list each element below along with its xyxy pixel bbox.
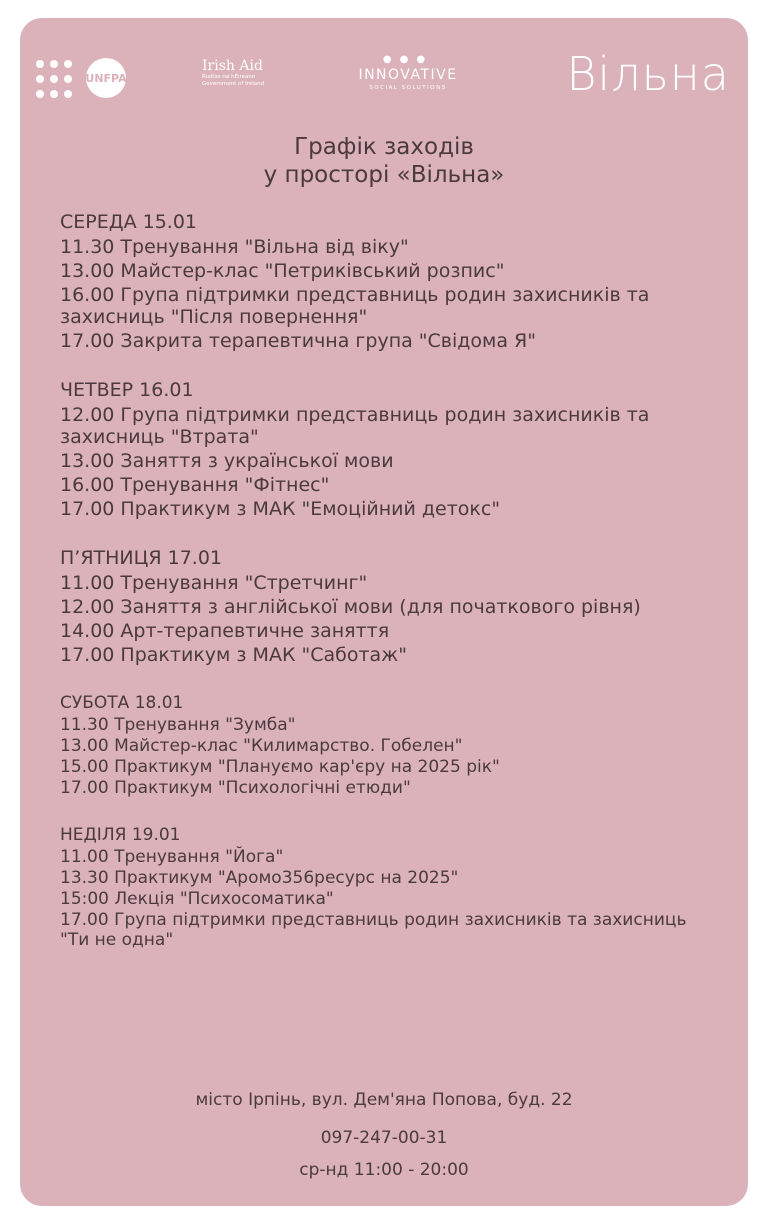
event-item: 17.00 Практикум з МАК "Емоційний детокс" bbox=[60, 498, 501, 520]
schedule bbox=[60, 210, 720, 976]
event-item: 15:00 Лекція "Психосоматика" bbox=[60, 889, 334, 909]
day-header: НЕДІЛЯ 19.01 bbox=[60, 825, 181, 845]
event-item: 16.00 Група підтримки представниць родин захисників та захисниць "Після повернення" bbox=[60, 284, 650, 328]
event-item: 12.00 Група підтримки представниць родин захисників та захисниць "Втрата" bbox=[60, 404, 650, 448]
unfpa-dots-icon bbox=[36, 58, 86, 102]
innovative-name: INNOVATIVE bbox=[358, 67, 458, 83]
event-item: 13.30 Практикум "Аромо356ресурс на 2025" bbox=[60, 868, 459, 888]
title-line-2: у просторі «Вільна» bbox=[263, 162, 505, 188]
day-header: П’ЯТНИЦЯ 17.01 bbox=[60, 547, 223, 569]
event-item: 11.00 Тренування "Йога" bbox=[60, 847, 284, 867]
day-section bbox=[60, 210, 720, 352]
logo-bar bbox=[20, 18, 748, 128]
poster-card bbox=[20, 18, 748, 1206]
innovative-sub: SOCIAL SOLUTIONS bbox=[369, 85, 447, 91]
event-item: 13.00 Майстер-клас "Петриківський розпис" bbox=[60, 260, 505, 282]
irish-aid-logo bbox=[202, 58, 312, 88]
event-item: 13.00 Майстер-клас "Килимарство. Гобелен" bbox=[60, 736, 463, 756]
innovative-dots-icon: ●●● bbox=[382, 54, 434, 65]
event-item: 17.00 Закрита терапевтична група "Свідома Я" bbox=[60, 330, 537, 352]
innovative-logo bbox=[348, 54, 468, 92]
day-header: СУБОТА 18.01 bbox=[60, 693, 184, 713]
event-item: 17.00 Група підтримки представниць родин захисників та захисниць "Ти не одна" bbox=[60, 910, 687, 950]
phone-number: 097-247-00-31 bbox=[320, 1128, 448, 1148]
address: місто Ірпінь, вул. Дем'яна Попова, буд. 22 bbox=[195, 1090, 573, 1110]
title-line-1: Графік заходів bbox=[294, 134, 474, 160]
event-item: 12.00 Заняття з англійської мови (для початкового рівня) bbox=[60, 596, 641, 618]
event-item: 13.00 Заняття з української мови bbox=[60, 450, 394, 472]
day-section bbox=[60, 378, 720, 520]
irish-aid-sub1: Rialtas na hÉireann bbox=[202, 74, 256, 80]
event-item: 11.30 Тренування "Зумба" bbox=[60, 715, 296, 735]
event-item: 11.00 Тренування "Стретчинг" bbox=[60, 572, 368, 594]
unfpa-name: UNFPA bbox=[86, 58, 126, 98]
page-title bbox=[20, 133, 748, 189]
irish-aid-sub2: Government of Ireland bbox=[202, 81, 265, 87]
event-item: 16.00 Тренування "Фітнес" bbox=[60, 474, 330, 496]
event-item: 14.00 Арт-терапевтичне заняття bbox=[60, 620, 390, 642]
event-item: 17.00 Практикум "Психологічні етюди" bbox=[60, 778, 411, 798]
irish-aid-name: Irish Aid bbox=[202, 58, 263, 74]
day-header: ЧЕТВЕР 16.01 bbox=[60, 379, 194, 401]
event-item: 17.00 Практикум з МАК "Саботаж" bbox=[60, 644, 408, 666]
opening-hours: ср-нд 11:00 - 20:00 bbox=[299, 1160, 469, 1180]
event-item: 15.00 Практикум "Плануємо кар'єру на 2025 рік" bbox=[60, 757, 500, 777]
day-section bbox=[60, 824, 720, 950]
vilna-logo: Вільна bbox=[566, 47, 730, 101]
day-header: СЕРЕДА 15.01 bbox=[60, 211, 198, 233]
day-section bbox=[60, 692, 720, 798]
event-item: 11.30 Тренування "Вільна від віку" bbox=[60, 236, 409, 258]
day-section bbox=[60, 546, 720, 666]
